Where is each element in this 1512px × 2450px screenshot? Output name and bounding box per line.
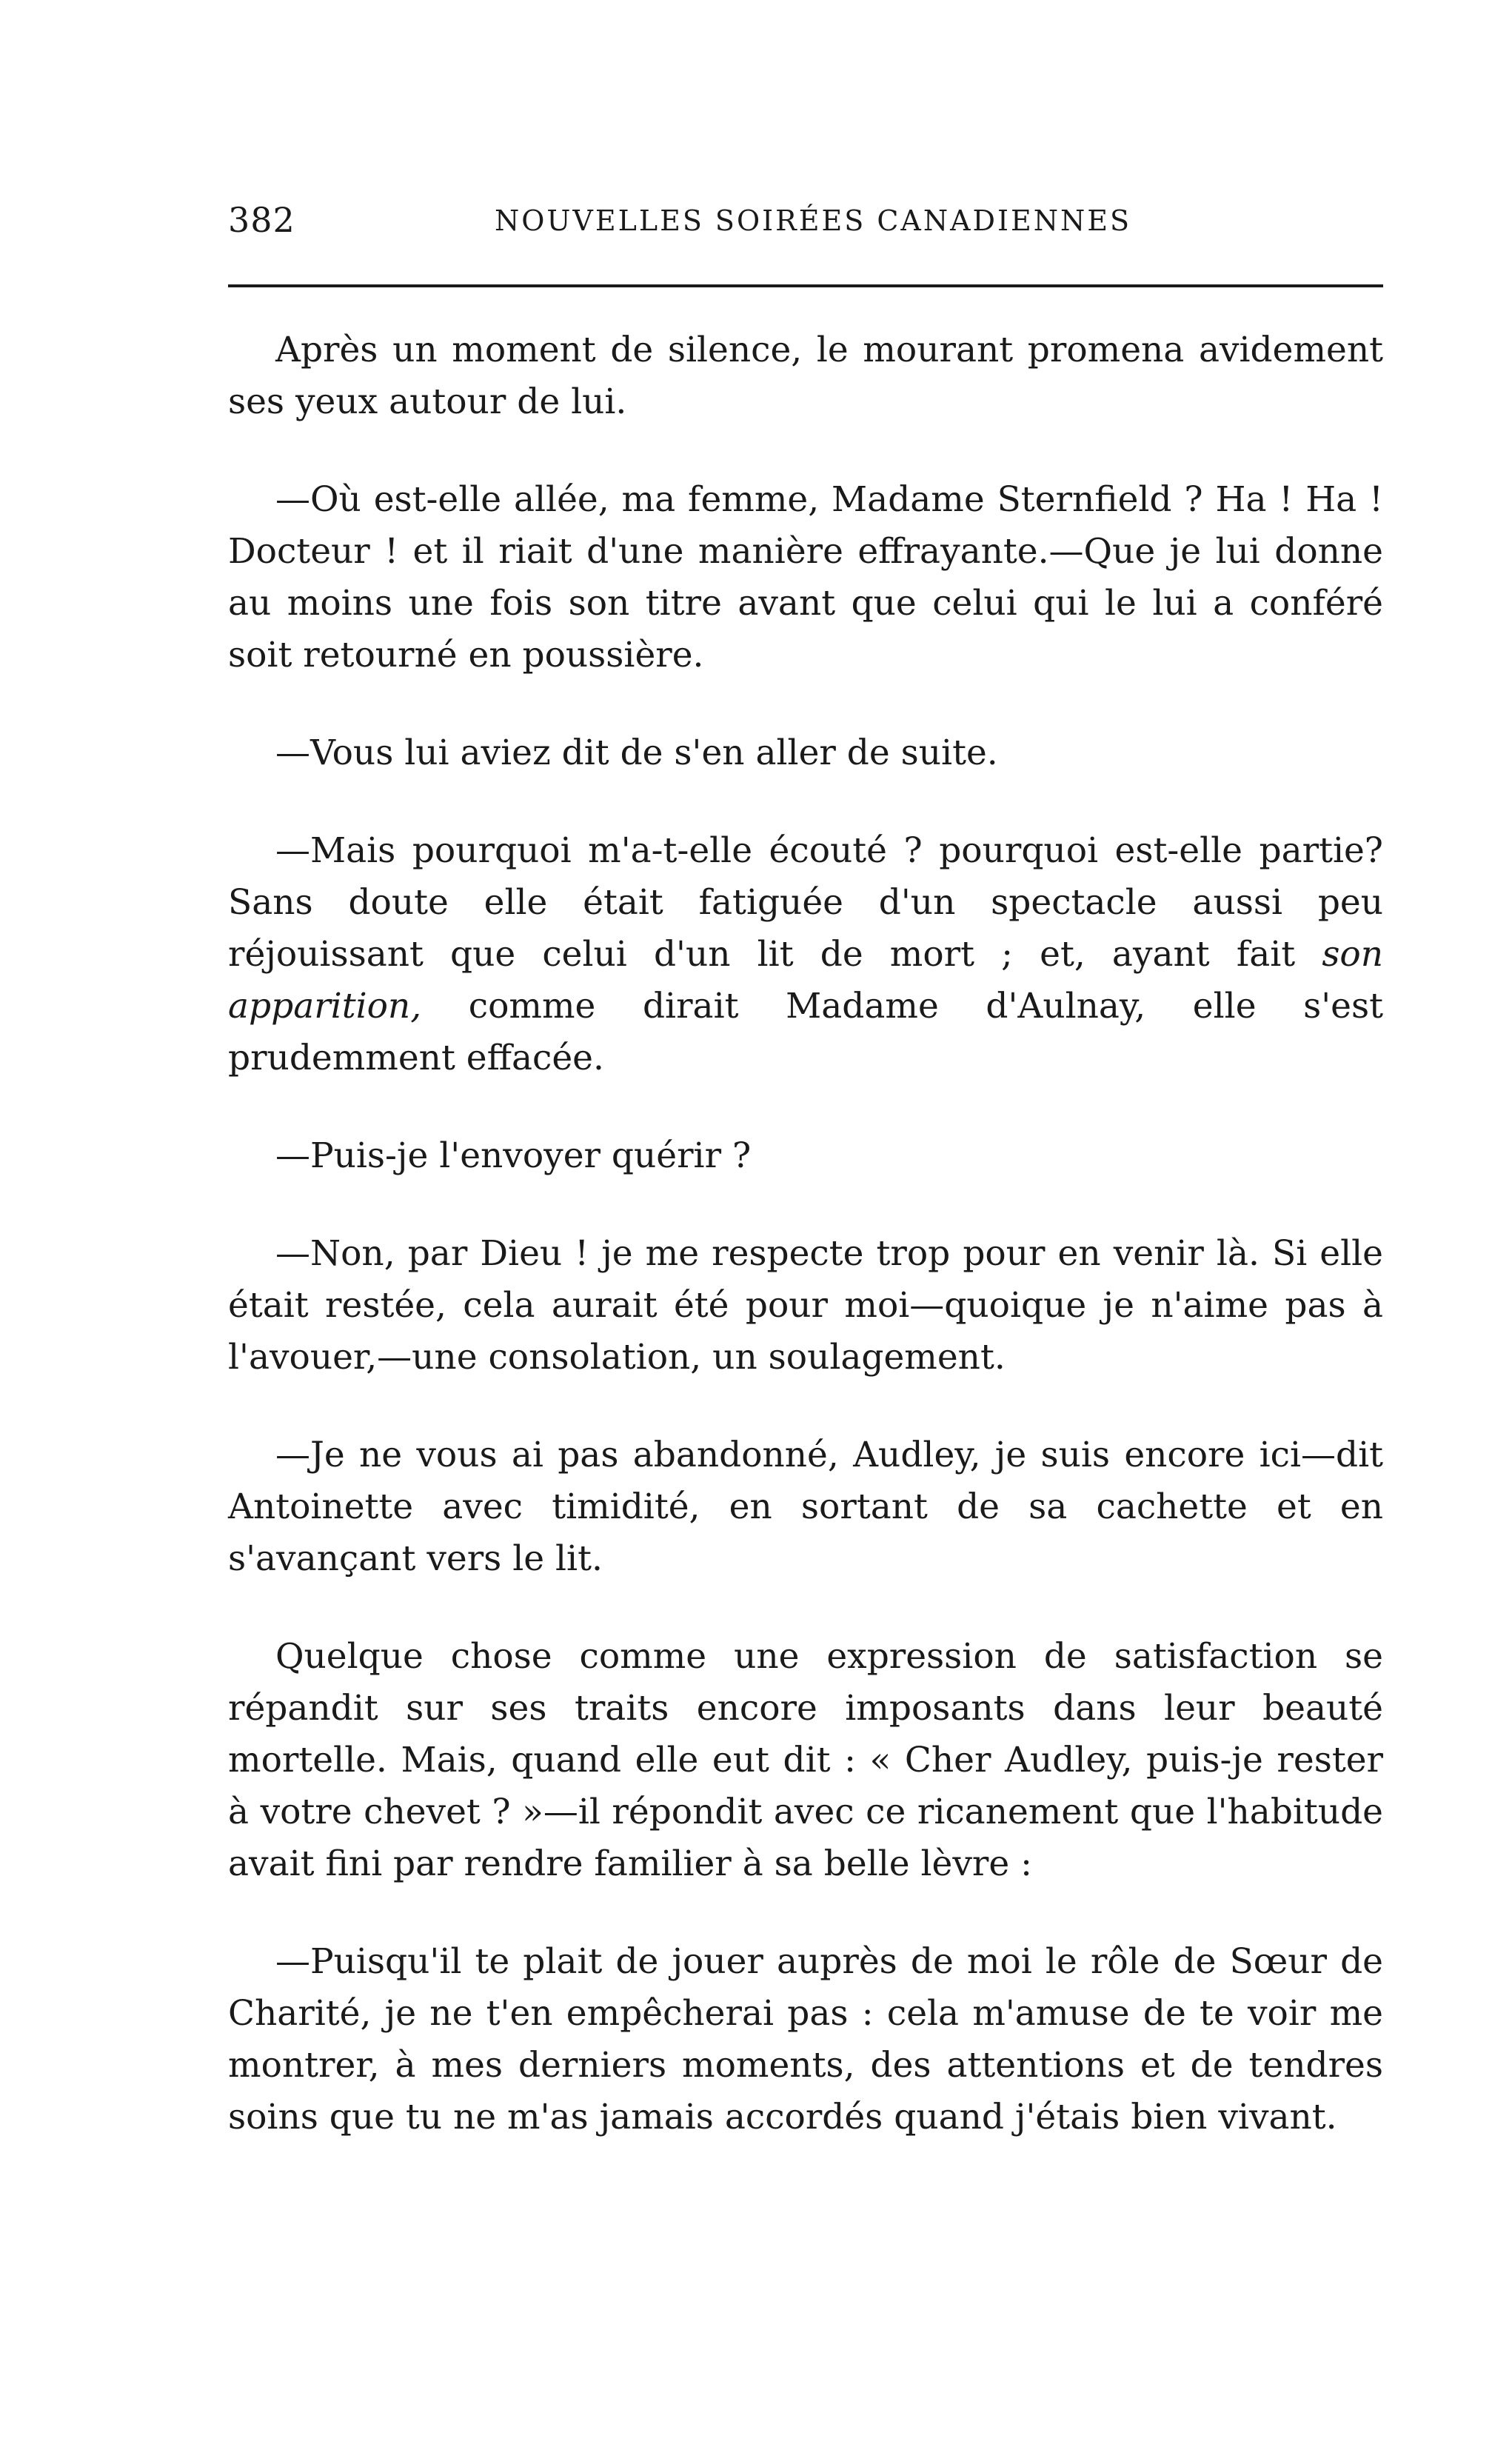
paragraph bbox=[228, 825, 1383, 1084]
paragraph-text: comme dirait Madame d'Aulnay, elle s'est prudemment effacée. bbox=[228, 986, 1383, 1078]
paragraph: —Puis-je l'envoyer quérir ? bbox=[275, 1135, 752, 1176]
page-header bbox=[228, 200, 1383, 259]
paragraph: Après un moment de silence, le mourant promena avidement ses yeux autour de lui. bbox=[228, 330, 1383, 422]
running-title: NOUVELLES SOIRÉES CANADIENNES bbox=[495, 204, 1132, 237]
paragraph: —Vous lui aviez dit de s'en aller de suite. bbox=[275, 732, 998, 773]
paragraph: —Non, par Dieu ! je me respecte trop pour en venir là. Si elle était restée, cela aurait été pour moi—quoique je n'aime pas à l'avouer,—une consolation, un soulagement. bbox=[228, 1233, 1383, 1378]
paragraph-text: —Mais pourquoi m'a-t-elle écouté ? pourquoi est-elle partie? Sans doute elle était fatiguée d'un spectacle aussi peu réjouissant que celui d'un lit de mort ; et, ayant fait bbox=[228, 830, 1383, 975]
paragraph: —Où est-elle allée, ma femme, Madame Sternfield ? Ha ! Ha ! Docteur ! et il riait d'une manière effrayante.—Que je lui donne au moins une fois son titre avant que celui qui le lui a conféré soit retourné en poussière. bbox=[228, 479, 1383, 675]
paragraph: Quelque chose comme une expression de satisfaction se répandit sur ses traits encore imposants dans leur beauté mortelle. Mais, quand elle eut dit : « Cher Audley, puis-je rester à votre chevet ? »—il répondit avec ce ricanement que l'habitude avait fini par rendre familier à sa belle lèvre : bbox=[228, 1636, 1383, 1884]
page-number: 382 bbox=[228, 200, 295, 240]
body-text bbox=[228, 324, 1383, 2143]
italic-phrase: son apparition, bbox=[228, 934, 1383, 1027]
header-rule bbox=[228, 284, 1383, 287]
paragraph: —Je ne vous ai pas abandonné, Audley, je suis encore ici—dit Antoinette avec timidité, en sortant de sa cachette et en s'avançant vers le lit. bbox=[228, 1435, 1383, 1579]
paragraph: —Puisqu'il te plait de jouer auprès de moi le rôle de Sœur de Charité, je ne t'en empêcherai pas : cela m'amuse de te voir me montrer, à mes derniers moments, des attentions et de tendres soins que tu ne m'as jamais accordés quand j'étais bien vivant. bbox=[228, 1941, 1383, 2137]
